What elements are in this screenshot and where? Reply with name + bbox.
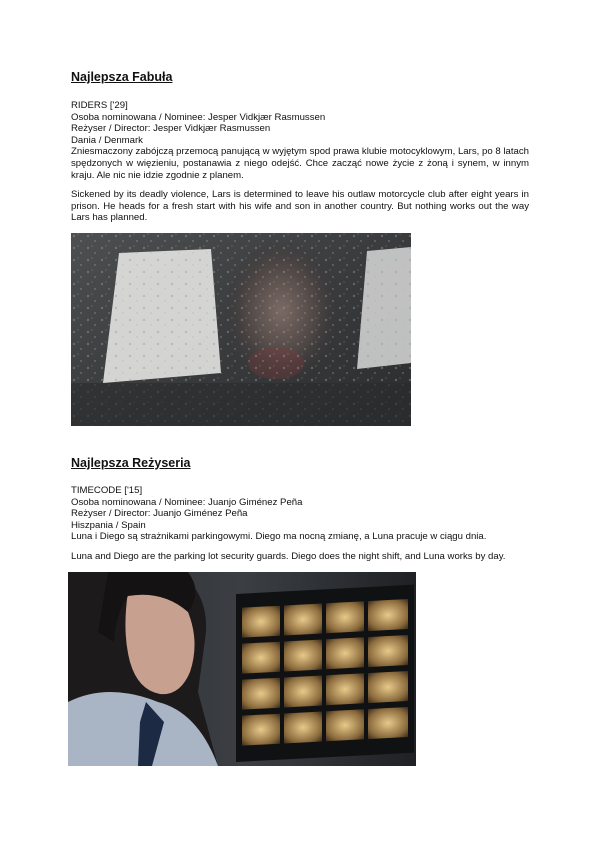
film-still-riders <box>71 233 411 426</box>
nominee-line: Osoba nominowana / Nominee: Juanjo Giménez Peña <box>71 496 303 508</box>
section-heading-best-directing: Najlepsza Reżyseria <box>71 456 191 470</box>
section-heading-best-feature: Najlepsza Fabuła <box>71 70 173 84</box>
film-info-timecode <box>71 485 529 563</box>
film-still-timecode <box>68 572 416 766</box>
synopsis-polish: Zniesmaczony zabójczą przemocą panującą w wyjętym spod prawa klubie motocyklowym, Lars, po 8 latach spędzonych w więzieniu, postanawia z niego odejść. Chce zacząć nowe życie z żoną i synem, w innym kraju. Ale nic nie idzie zgodnie z planem. <box>71 146 529 181</box>
director-line: Reżyser / Director: Juanjo Giménez Peña <box>71 508 248 520</box>
synopsis-english: Luna and Diego are the parking lot security guards. Diego does the night shift, and Luna works by day. <box>71 550 506 562</box>
director-line: Reżyser / Director: Jesper Vidkjær Rasmussen <box>71 123 271 135</box>
film-info-riders <box>71 100 529 224</box>
film-title: RIDERS ['29] <box>71 100 128 111</box>
synopsis-english: Sickened by its deadly violence, Lars is determined to leave his outlaw motorcycle club after eight years in prison. He heads for a fresh start with his wife and son in another country. But nothing works out the way Lars has planned. <box>71 189 529 224</box>
country-line: Dania / Denmark <box>71 134 143 146</box>
film-title: TIMECODE ['15] <box>71 485 143 496</box>
synopsis-polish: Luna i Diego są strażnikami parkingowymi. Diego ma nocną zmianę, a Luna pracuje w ciągu dnia. <box>71 531 487 543</box>
nominee-line: Osoba nominowana / Nominee: Jesper Vidkjær Rasmussen <box>71 111 326 123</box>
country-line: Hiszpania / Spain <box>71 519 146 531</box>
